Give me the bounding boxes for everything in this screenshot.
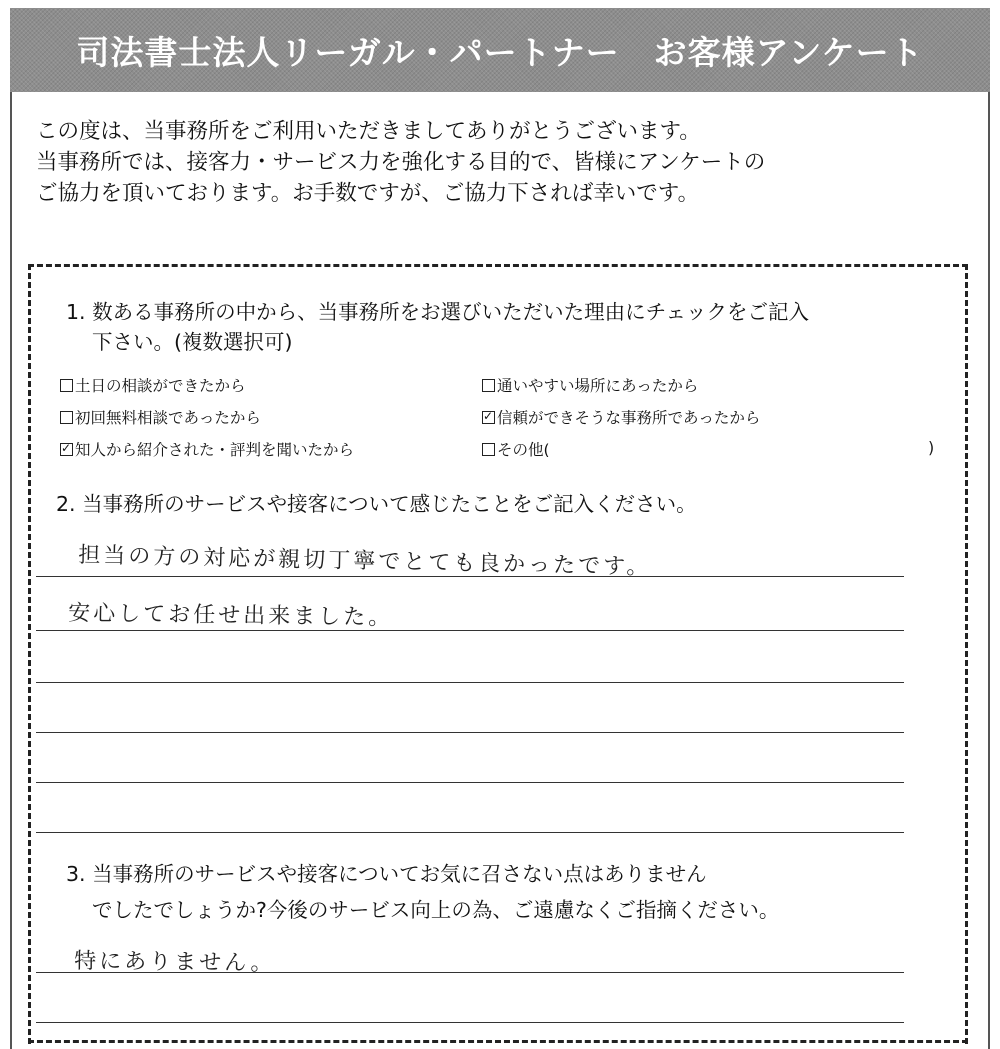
answer-rule: [36, 732, 904, 733]
q2-handwritten-answer-line1: 担当の方の対応が親切丁寧でとても良かったです。: [78, 543, 652, 581]
q1-other-close-paren: ): [928, 438, 935, 457]
answer-rule: [36, 682, 904, 683]
checkbox-checked-icon[interactable]: [482, 411, 495, 424]
q1-option-referral[interactable]: [60, 438, 354, 460]
q2-handwritten-answer-line2: 安心してお任せ出来ました。: [68, 601, 394, 631]
checkbox-unchecked-icon[interactable]: [482, 379, 495, 392]
q2-text: 2. 当事務所のサービスや接客について感じたことをご記入ください。: [56, 492, 697, 516]
intro-line: 当事務所では、接客力・サービス力を強化する目的で、皆様にアンケートの: [36, 150, 766, 175]
q1-option-other[interactable]: [482, 438, 550, 460]
q3-text-line1: 3. 当事務所のサービスや接客についてお気に召さない点はありません: [66, 862, 707, 886]
intro-line: ご協力を頂いております。お手数ですが、ご協力下されば幸いです。: [36, 181, 700, 206]
answer-rule: [36, 782, 904, 783]
q1-option-location[interactable]: [482, 374, 698, 396]
checkbox-unchecked-icon[interactable]: [482, 443, 495, 456]
q1-option-label: その他(: [497, 441, 550, 459]
q3-text-line2: でしたでしょうか?今後のサービス向上の為、ご遠慮なくご指摘ください。: [92, 898, 780, 922]
checkbox-unchecked-icon[interactable]: [60, 411, 73, 424]
q1-option-trustworthy[interactable]: [482, 406, 760, 428]
q1-text-line2: 下さい。(複数選択可): [92, 330, 293, 354]
questions-box-bottom-border: [28, 1040, 968, 1043]
survey-header: [10, 8, 990, 92]
q1-option-label: 土日の相談ができたから: [75, 377, 246, 395]
q1-option-label: 通いやすい場所にあったから: [497, 377, 699, 395]
answer-rule: [36, 972, 904, 973]
checkbox-checked-icon[interactable]: [60, 443, 73, 456]
q1-option-label: 信頼ができそうな事務所であったから: [497, 409, 761, 427]
intro-text: [36, 116, 765, 209]
intro-line: この度は、当事務所をご利用いただきましてありがとうございます。: [36, 119, 701, 144]
q3-handwritten-answer: 特にありません。: [74, 949, 276, 977]
q1-option-label: 知人から紹介された・評判を聞いたから: [75, 441, 355, 459]
q1-option-free-consult[interactable]: [60, 406, 261, 428]
checkbox-unchecked-icon[interactable]: [60, 379, 73, 392]
answer-rule: [36, 832, 904, 833]
answer-rule: [36, 576, 904, 577]
q1-option-label: 初回無料相談であったから: [75, 409, 261, 427]
q1-option-weekend[interactable]: [60, 374, 246, 396]
answer-rule: [36, 1022, 904, 1023]
answer-rule: [36, 630, 904, 631]
q1-text-line1: 1. 数ある事務所の中から、当事務所をお選びいただいた理由にチェックをご記入: [66, 300, 809, 324]
survey-title: 司法書士法人リーガル・パートナー お客様アンケート: [76, 32, 924, 72]
